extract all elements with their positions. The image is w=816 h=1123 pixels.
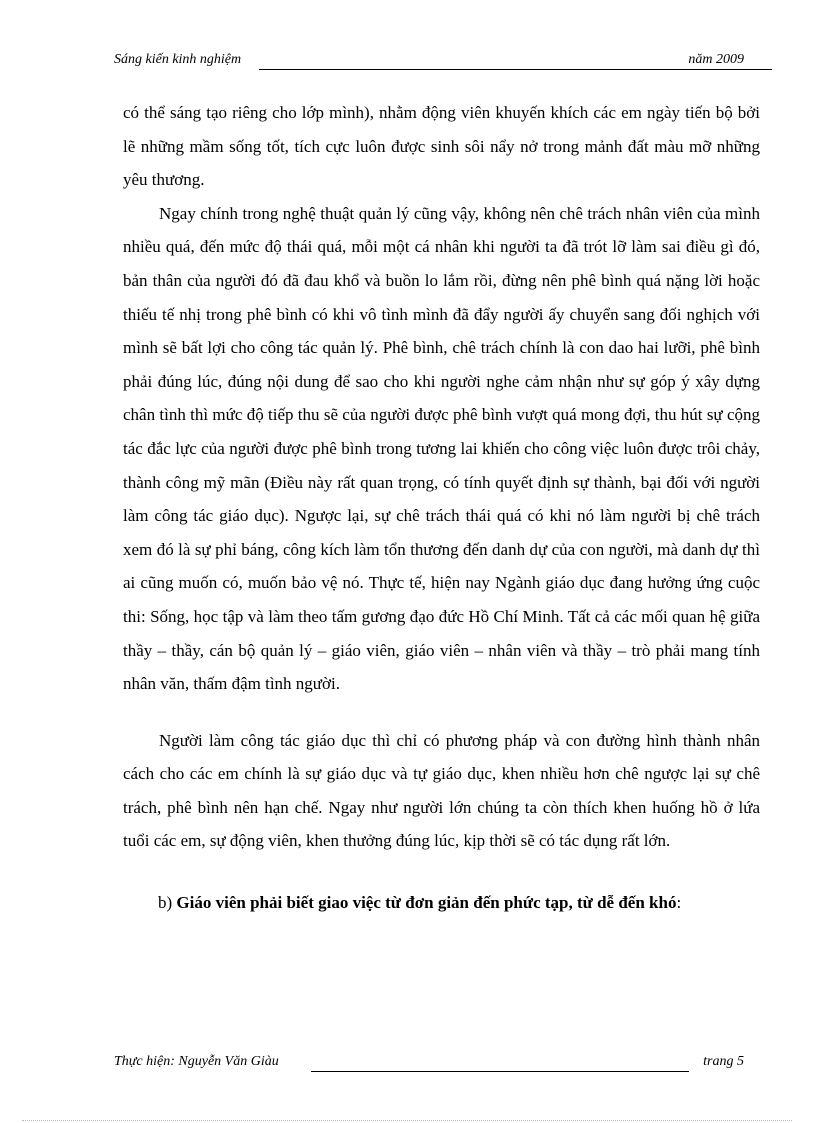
heading-prefix: b) [158,893,177,913]
header-year: năm 2009 [688,52,744,67]
page-footer [114,1054,744,1076]
header-rule [259,69,772,70]
paragraph-continuation: có thể sáng tạo riêng cho lớp mình), nhằm động viên khuyến khích các em ngày tiến bộ bởi lẽ những mầm sống tốt, tích cực luôn được sinh sôi nẩy nở trong mảnh đất màu mỡ những yêu thương. [123,103,760,190]
heading-bold-text: Giáo viên phải biết giao việc từ đơn giản đến phức tạp, từ dễ đến khó [176,893,677,913]
footer-page-number: trang 5 [703,1054,744,1069]
page-edge-divider [22,1120,792,1121]
footer-author: Thực hiện: Nguyễn Văn Giàu [114,1054,279,1069]
section-heading [123,886,760,920]
paragraph-management: Ngay chính trong nghệ thuật quản lý cũng vậy, không nên chê trách nhân viên của mình nhiều quá, đến mức độ thái quá, mỗi một cá nhân khi người ta đã trót lỡ làm sai điều gì đó, bản thân của người đó đã đau khổ và buồn lo lắm rồi, đừng nên phê bình quá nặng lời hoặc thiếu tế nhị trong phê bình có khi vô tình mình đã đẩy người ấy chuyển sang đối nghịch với mình sẽ bất lợi cho công tác quản lý. Phê bình, chê trách chính là con dao hai lưỡi, phê bình phải đúng lúc, đúng nội dung để sao cho khi người nghe cảm nhận như sự góp ý xây dựng chân tình thì mức độ tiếp thu sẽ của người được phê bình vượt quá mong đợi, thu hút sự cộng tác đắc lực của người được phê bình trong tương lai khiến cho công việc luôn được trôi chảy, thành công mỹ mãn (Điều này rất quan trọng, có tính quyết định sự thành, bại đối với người làm công tác giáo dục). Ngược lại, sự chê trách thái quá có khi nó làm người bị chê trách xem đó là sự phỉ báng, công kích làm tổn thương đến danh dự của con người, mà danh dự thì ai cũng muốn có, muốn bảo vệ nó. Thực tế, hiện nay Ngành giáo dục đang hưởng ứng cuộc thi: Sống, học tập và làm theo tấm gương đạo đức Hồ Chí Minh. Tất cả các mối quan hệ giữa thầy – thầy, cán bộ quản lý – giáo viên, giáo viên – nhân viên và thầy – trò phải mang tính nhân văn, thấm đậm tình người. [123,203,760,694]
header-title: Sáng kiến kinh nghiệm [114,52,242,67]
document-body [123,96,760,920]
footer-rule [311,1071,689,1072]
heading-suffix: : [676,893,682,913]
page-header [114,52,744,76]
paragraph-education: Người làm công tác giáo dục thì chỉ có phương pháp và con đường hình thành nhân cách cho các em chính là sự giáo dục và tự giáo dục, khen nhiều hơn chê ngược lại sự chê trách, phê bình nên hạn chế. Ngay như người lớn chúng ta còn thích khen huống hồ ở lứa tuổi các em, sự động viên, khen thưởng đúng lúc, kịp thời sẽ có tác dụng rất lớn. [123,730,760,851]
